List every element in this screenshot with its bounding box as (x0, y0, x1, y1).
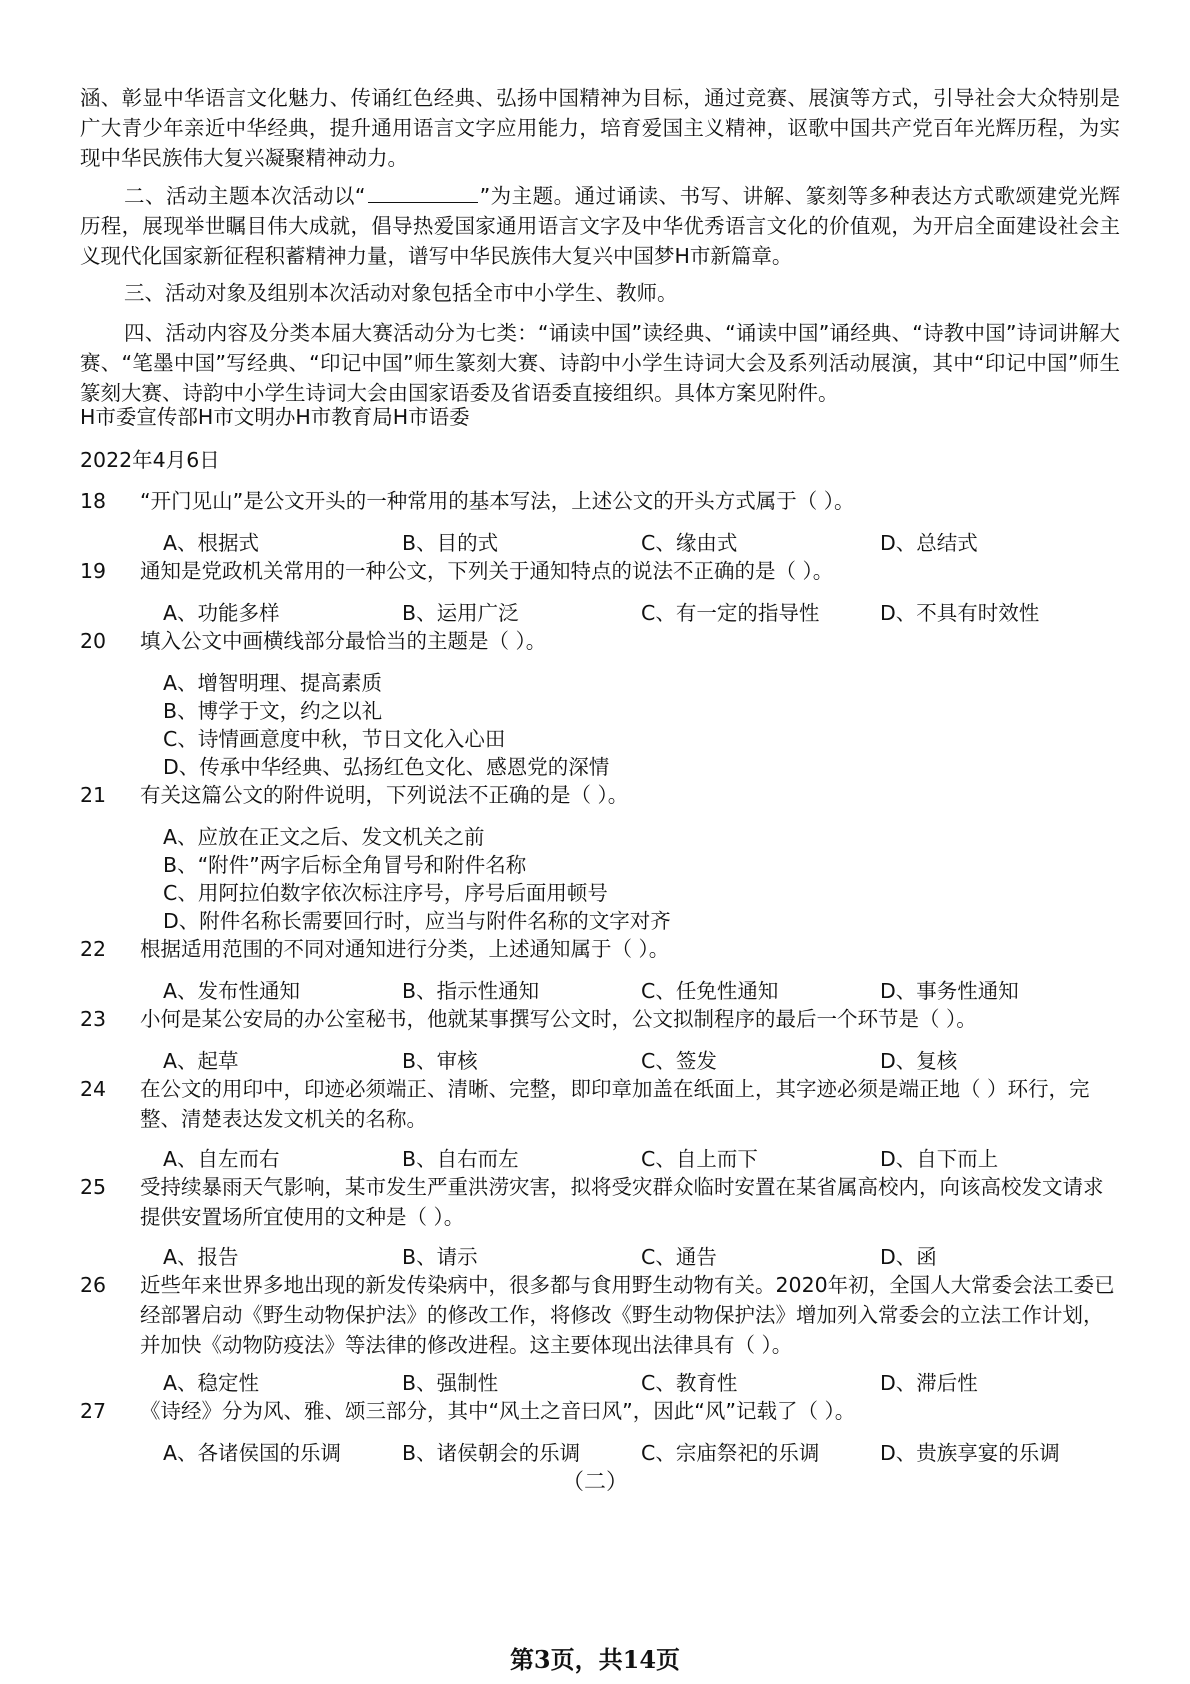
intro-paragraph-2 (80, 181, 1120, 271)
question-number: 18 (80, 489, 107, 513)
para2-before: 二、活动主题本次活动以“ (124, 184, 366, 208)
question-text: 根据适用范围的不同对通知进行分类，上述通知属于（ ）。 (140, 937, 670, 961)
para2-after: ”为主题。通过诵读、书写、讲解、篆刻等多种表达方式歌颂建党光辉历程，展现举世瞩目伟大成就，倡导热爱国家通用语言文字及中华优秀语言文化的价值观，为开启全面建设社会主义现代化国家新征程积蓄精神力量，谱写中华民族伟大复兴中国梦H市新篇章。 (80, 184, 1120, 268)
option-b: B、指示性通知 (402, 979, 540, 1003)
option-c: C、缘由式 (641, 531, 738, 555)
option-c: C、通告 (641, 1245, 717, 1269)
signers: H市委宣传部H市文明办H市教育局H市语委 (80, 405, 470, 429)
option-d: D、复核 (880, 1049, 958, 1073)
question-number: 20 (80, 629, 107, 653)
question-number: 19 (80, 559, 107, 583)
option-d: D、附件名称长需要回行时，应当与附件名称的文字对齐 (163, 909, 671, 933)
option-b: B、强制性 (402, 1371, 499, 1395)
option-b: B、目的式 (402, 531, 499, 555)
question-text: “开门见山”是公文开头的一种常用的基本写法，上述公文的开头方式属于（ ）。 (140, 489, 855, 513)
page-footer: 第3页，共14页 (509, 1645, 681, 1674)
option-c: C、教育性 (641, 1371, 738, 1395)
option-d: D、滞后性 (880, 1371, 978, 1395)
question-number: 25 (80, 1175, 107, 1199)
option-c: C、自上而下 (641, 1147, 758, 1171)
option-b: B、自右而左 (402, 1147, 519, 1171)
question-text: 有关这篇公文的附件说明，下列说法不正确的是（ ）。 (140, 783, 629, 807)
question-text: 近些年来世界多地出现的新发传染病中，很多都与食用野生动物有关。2020年初，全国人大常委会法工委已经部署启动《野生动物保护法》的修改工作，将修改《野生动物保护法》增加列入常委会的立法工作计划，并加快《动物防疫法》等法律的修改进程。这主要体现出法律具有（ ）。 (140, 1273, 1115, 1357)
option-a: A、各诸侯国的乐调 (163, 1441, 342, 1465)
option-a: A、报告 (163, 1245, 239, 1269)
option-d: D、不具有时效性 (880, 601, 1040, 625)
option-c: C、签发 (641, 1049, 717, 1073)
question-text: 在公文的用印中，印迹必须端正、清晰、完整，即印章加盖在纸面上，其字迹必须是端正地（ ）环行，完整、清楚表达发文机关的名称。 (140, 1077, 1090, 1131)
option-b: B、请示 (402, 1245, 478, 1269)
option-a: A、应放在正文之后、发文机关之前 (163, 825, 485, 849)
option-d: D、贵族享宴的乐调 (880, 1441, 1060, 1465)
issue-date: 2022年4月6日 (80, 448, 220, 472)
option-d: D、总结式 (880, 531, 978, 555)
question-number: 23 (80, 1007, 107, 1031)
option-a: A、增智明理、提高素质 (163, 671, 383, 695)
question-text: 《诗经》分为风、雅、颂三部分，其中“风土之音曰风”，因此“风”记载了（ ）。 (140, 1399, 856, 1423)
section-heading: （二） (561, 1470, 628, 1495)
option-a: A、自左而右 (163, 1147, 280, 1171)
option-d: D、函 (880, 1245, 937, 1269)
option-a: A、起草 (163, 1049, 239, 1073)
option-c: C、宗庙祭祀的乐调 (641, 1441, 820, 1465)
intro-paragraph-1: 涵、彰显中华语言文化魅力、传诵红色经典、弘扬中国精神为目标，通过竞赛、展演等方式，引导社会大众特别是广大青少年亲近中华经典，提升通用语言文字应用能力，培育爱国主义精神，讴歌中国共产党百年光辉历程，为实现中华民族伟大复兴凝聚精神动力。 (80, 86, 1120, 170)
option-b: B、博学于文，约之以礼 (163, 699, 383, 723)
option-d: D、传承中华经典、弘扬红色文化、感恩党的深情 (163, 755, 610, 779)
intro-paragraph-4: 四、活动内容及分类本届大赛活动分为七类：“诵读中国”读经典、“诵读中国”诵经典、“诗教中国”诗词讲解大赛、“笔墨中国”写经典、“印记中国”师生篆刻大赛、诗韵中小学生诗词大会及系列活动展演，其中“印记中国”师生篆刻大赛、诗韵中小学生诗词大会由国家语委及省语委直接组织。具体方案见附件。 (80, 321, 1120, 405)
question-number: 24 (80, 1077, 107, 1101)
option-d: D、自下而上 (880, 1147, 999, 1171)
option-a: A、功能多样 (163, 601, 280, 625)
question-number: 22 (80, 937, 107, 961)
option-a: A、发布性通知 (163, 979, 301, 1003)
question-number: 21 (80, 783, 107, 807)
option-b: B、审核 (402, 1049, 478, 1073)
option-c: C、诗情画意度中秋，节日文化入心田 (163, 727, 506, 751)
question-text: 通知是党政机关常用的一种公文，下列关于通知特点的说法不正确的是（ ）。 (140, 559, 834, 583)
question-number: 27 (80, 1399, 107, 1423)
option-c: C、用阿拉伯数字依次标注序号，序号后面用顿号 (163, 881, 608, 905)
question-text: 填入公文中画横线部分最恰当的主题是（ ）。 (140, 629, 547, 653)
option-b: B、诸侯朝会的乐调 (402, 1441, 581, 1465)
question-number: 26 (80, 1273, 107, 1297)
intro-paragraph-3: 三、活动对象及组别本次活动对象包括全市中小学生、教师。 (124, 281, 678, 305)
option-b: B、运用广泛 (402, 601, 519, 625)
option-c: C、有一定的指导性 (641, 601, 820, 625)
option-a: A、稳定性 (163, 1371, 260, 1395)
theme-blank (368, 182, 478, 203)
option-c: C、任免性通知 (641, 979, 779, 1003)
option-b: B、“附件”两字后标全角冒号和附件名称 (163, 853, 527, 877)
option-a: A、根据式 (163, 531, 260, 555)
question-text: 受持续暴雨天气影响，某市发生严重洪涝灾害，拟将受灾群众临时安置在某省属高校内，向该高校发文请求提供安置场所宜使用的文种是（ ）。 (140, 1175, 1104, 1229)
question-text: 小何是某公安局的办公室秘书，他就某事撰写公文时，公文拟制程序的最后一个环节是（ ）。 (140, 1007, 977, 1031)
option-d: D、事务性通知 (880, 979, 1019, 1003)
